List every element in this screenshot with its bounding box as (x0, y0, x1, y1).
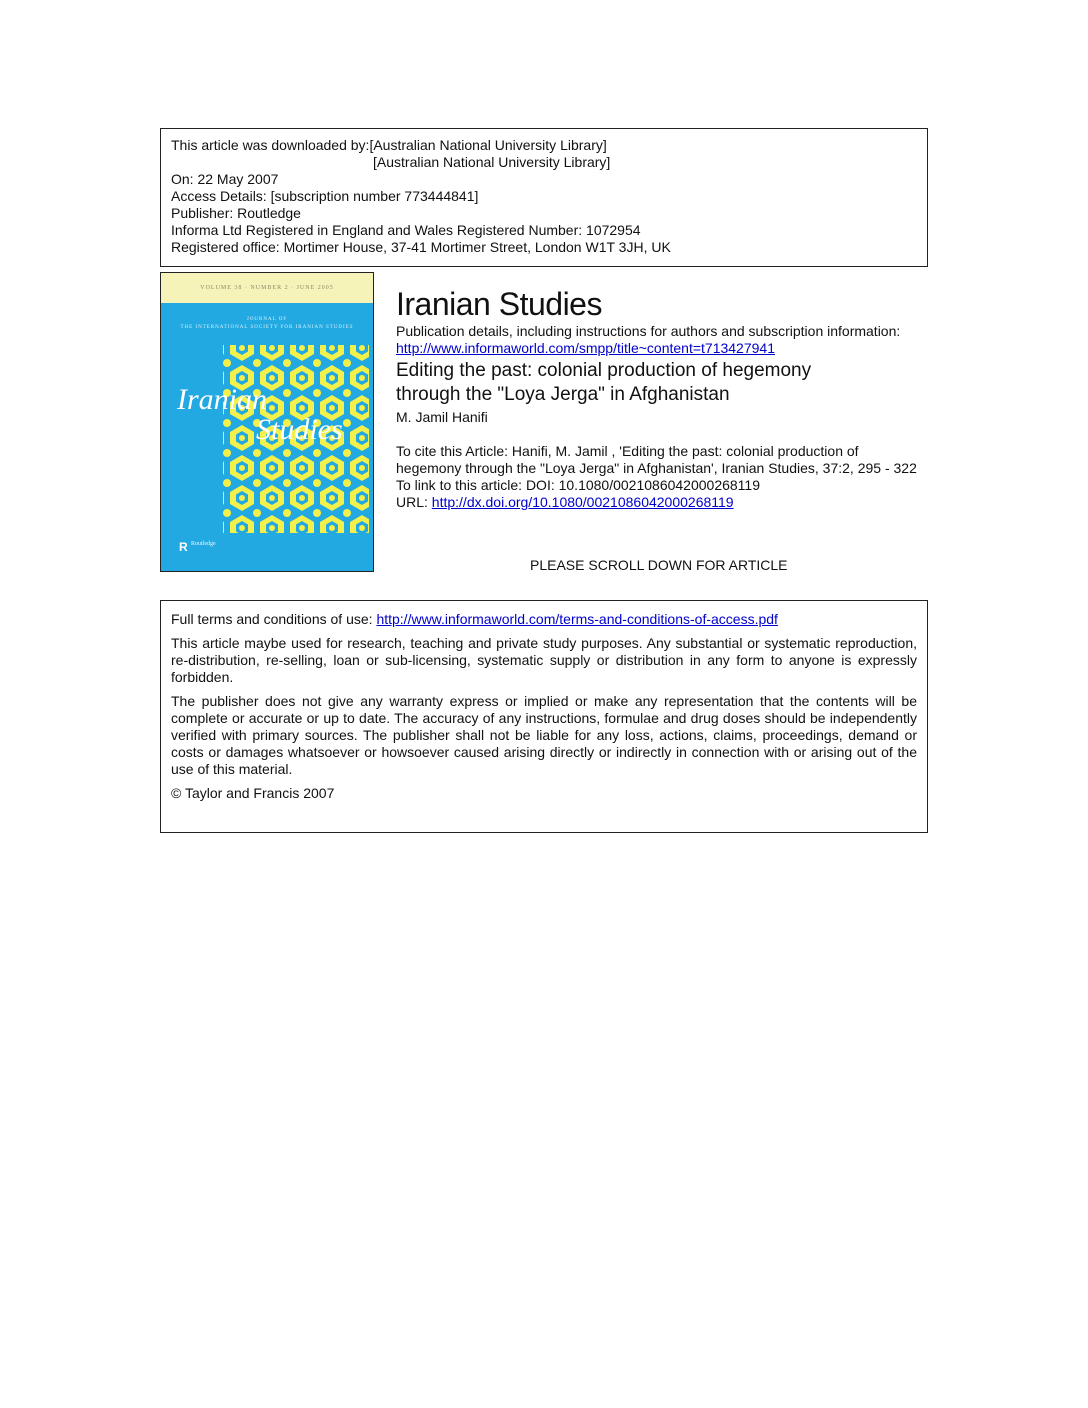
cover-volume-band: VOLUME 38 · NUMBER 2 · JUNE 2005 (161, 273, 373, 303)
doi-line: To link to this article: DOI: 10.1080/0021086042000268119 (396, 477, 760, 493)
cover-society-name: THE INTERNATIONAL SOCIETY FOR IRANIAN STUDIES (180, 325, 354, 330)
routledge-logo-icon: R (179, 540, 188, 554)
registration-line: Informa Ltd Registered in England and Wales Registered Number: 1072954 (171, 222, 641, 238)
url-label: URL: (396, 494, 432, 510)
cover-journal-of: JOURNAL OF (246, 317, 288, 322)
terms-disclaimer-paragraph: The publisher does not give any warranty express or implied or make any representation that the contents will be complete or accurate or up to date. The accuracy of any instructions, formulae and drug doses should be independently verified with primary sources. The publisher shall not be liable for any loss, actions, claims, proceedings, demand or costs or damages whatsoever or howsoever caused arising directly or indirectly in connection with or arising out of the use of this material. (171, 693, 917, 777)
cover-publisher-name: Routledge (191, 541, 216, 547)
article-title (396, 359, 936, 407)
terms-line (171, 611, 917, 628)
copyright-line: © Taylor and Francis 2007 (171, 785, 335, 801)
citation-block (396, 443, 936, 511)
downloaded-by-institution: [Australian National University Library] (369, 137, 607, 153)
article-info (396, 285, 936, 511)
downloaded-by-institution-2: [Australian National University Library] (373, 154, 611, 170)
terms-box (160, 600, 928, 833)
downloaded-by-label: This article was downloaded by: (171, 137, 370, 153)
article-title-line-1: Editing the past: colonial production of hegemony (396, 360, 812, 381)
scroll-down-note: PLEASE SCROLL DOWN FOR ARTICLE (530, 557, 788, 573)
journal-link[interactable]: http://www.informaworld.com/smpp/title~content=t713427941 (396, 340, 775, 356)
download-date: On: 22 May 2007 (171, 171, 279, 187)
citation-line-2: hegemony through the "Loya Jerga" in Afghanistan', Iranian Studies, 37:2, 295 - 322 (396, 460, 917, 476)
cover-title-word-2: Studies (256, 413, 343, 446)
article-author: M. Jamil Hanifi (396, 409, 488, 425)
cover-title-word-1: Iranian (177, 383, 267, 416)
terms-link[interactable]: http://www.informaworld.com/terms-and-conditions-of-access.pdf (376, 611, 778, 627)
terms-usage-paragraph: This article maybe used for research, teaching and private study purposes. Any substantial or systematic reproduction, re-distribution, re-selling, loan or sub-licensing, systematic supply or distribution in any form to anyone is expressly forbidden. (171, 635, 917, 685)
citation-line-1: To cite this Article: Hanifi, M. Jamil , 'Editing the past: colonial production of (396, 443, 859, 459)
registered-office-line: Registered office: Mortimer House, 37-41 Mortimer Street, London W1T 3JH, UK (171, 239, 671, 255)
article-title-line-2: through the "Loya Jerga" in Afghanistan (396, 384, 730, 405)
publisher-line: Publisher: Routledge (171, 205, 301, 221)
terms-label: Full terms and conditions of use: (171, 611, 377, 627)
journal-cover-image (160, 272, 374, 572)
downloaded-by-line (171, 137, 917, 154)
download-info-box (160, 128, 928, 267)
access-details: Access Details: [subscription number 773444841] (171, 188, 479, 204)
journal-title: Iranian Studies (396, 286, 602, 322)
publication-details: Publication details, including instructions for authors and subscription information: (396, 323, 901, 339)
url-line (396, 494, 936, 511)
article-url-link[interactable]: http://dx.doi.org/10.1080/0021086042000268119 (431, 494, 734, 510)
